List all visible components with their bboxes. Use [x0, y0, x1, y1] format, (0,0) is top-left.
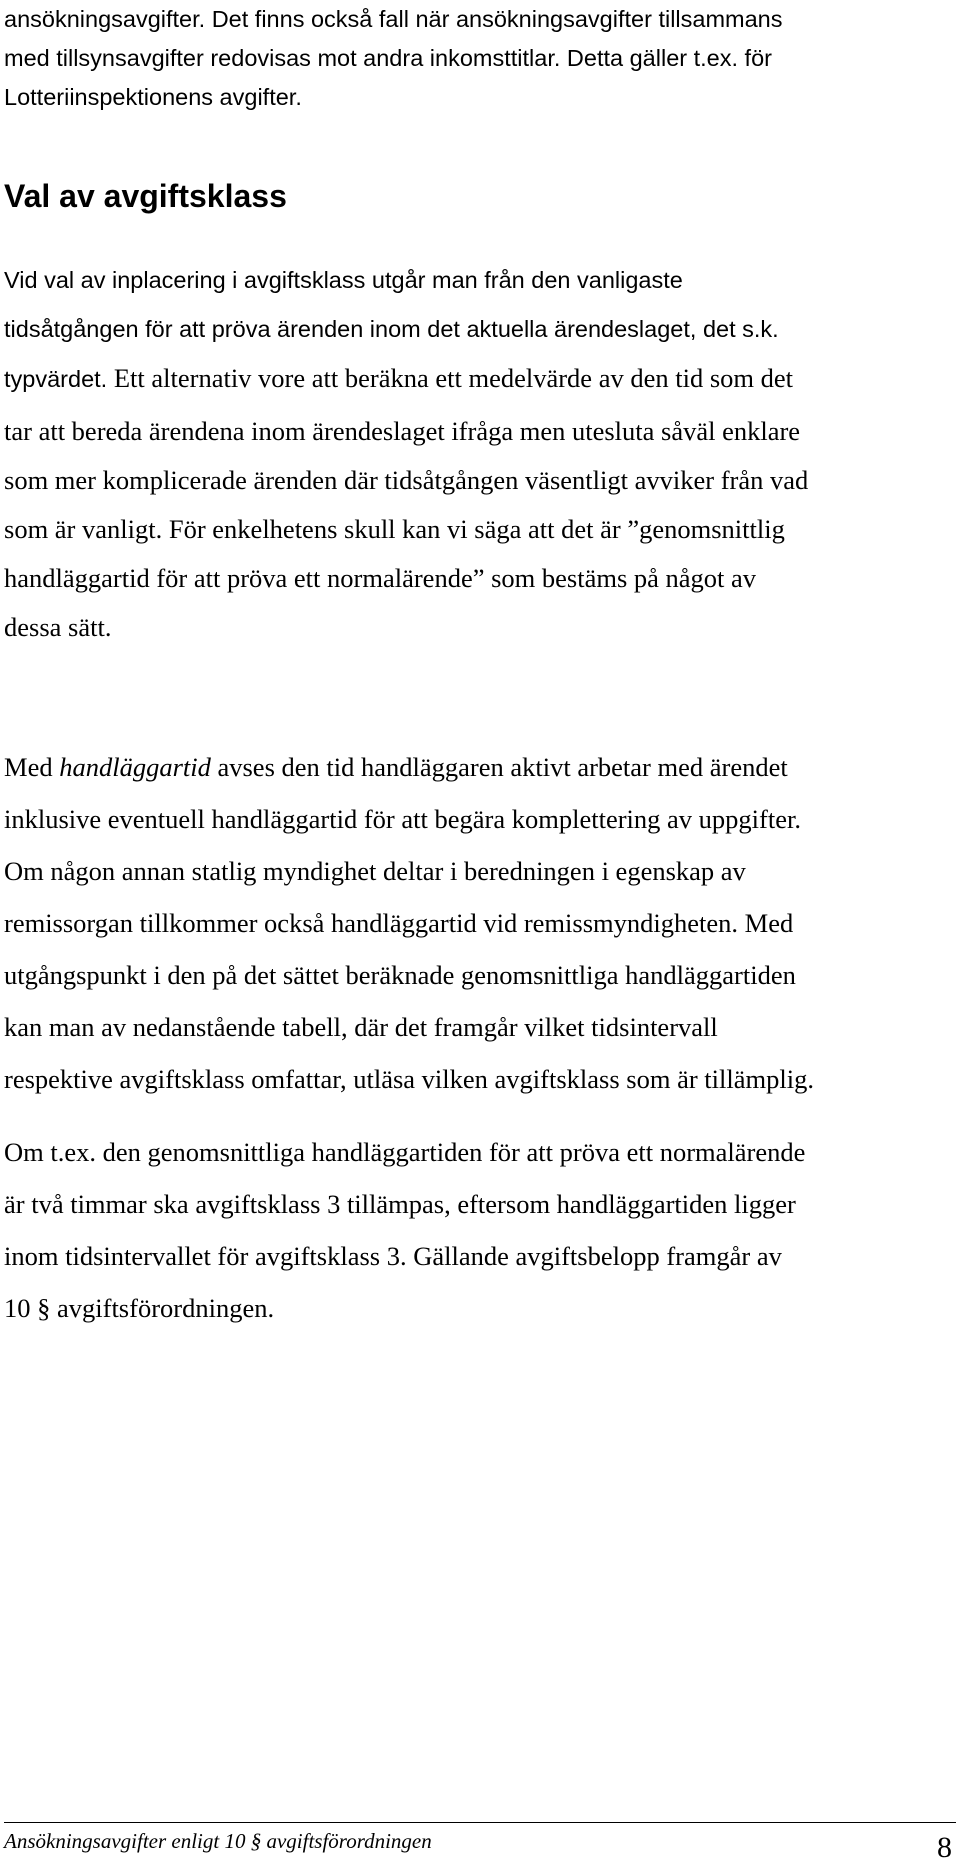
text-line: tar att bereda ärendena inom ärendeslaget ifråga men utesluta såväl enklare — [4, 416, 801, 446]
text-line: med tillsynsavgifter redovisas mot andra inkomsttitlar. Detta gäller t.ex. för — [4, 45, 772, 71]
footer-divider — [4, 1822, 956, 1823]
text-line: kan man av nedanstående tabell, där det framgår vilket tidsintervall — [4, 1012, 718, 1042]
text-line: Om t.ex. den genomsnittliga handläggartiden för att pröva ett normalärende — [4, 1137, 806, 1167]
text-line: tidsåtgången för att pröva ärenden inom det aktuella ärendeslaget, det s.k. — [4, 316, 779, 342]
text-line: Vid val av inplacering i avgiftsklass utgår man från den vanligaste — [4, 267, 683, 293]
page-number: 8 — [937, 1831, 952, 1864]
text-line: handläggartid för att pröva ett normalärende” som bestäms på något av — [4, 563, 757, 593]
text-line: 10 § avgiftsförordningen. — [4, 1293, 275, 1323]
top-paragraph — [4, 0, 956, 117]
text-fragment: typvärdet. — [4, 366, 108, 392]
text-line: inom tidsintervallet för avgiftsklass 3. Gällande avgiftsbelopp framgår av — [4, 1241, 782, 1271]
text-line: dessa sätt. — [4, 612, 112, 642]
text-line: Om någon annan statlig myndighet deltar i beredningen i egenskap av — [4, 856, 746, 886]
text-line — [4, 354, 956, 407]
text-line: som mer komplicerade ärenden där tidsåtgången väsentligt avviker från vad — [4, 465, 809, 495]
text-line: remissorgan tillkommer också handläggartid vid remissmyndigheten. Med — [4, 908, 794, 938]
text-fragment: Med — [4, 752, 60, 782]
text-line: som är vanligt. För enkelhetens skull kan vi säga att det är ”genomsnittlig — [4, 514, 785, 544]
text-line — [4, 741, 956, 793]
paragraph-typical-value — [4, 256, 956, 652]
footer-running-title: Ansökningsavgifter enligt 10 § avgiftsförordningen — [4, 1829, 432, 1853]
text-fragment: Ett alternativ vore att beräkna ett medelvärde av den tid som det — [107, 363, 793, 393]
emphasized-term: handläggartid — [59, 752, 211, 782]
text-line: Lotteriinspektionens avgifter. — [4, 84, 302, 110]
paragraph-example — [4, 1126, 956, 1334]
text-line: inklusive eventuell handläggartid för att begära komplettering av uppgifter. — [4, 804, 801, 834]
section-heading: Val av avgiftsklass — [4, 178, 287, 214]
text-line: utgångspunkt i den på det sättet beräknade genomsnittliga handläggartiden — [4, 960, 796, 990]
text-fragment: avses den tid handläggaren aktivt arbetar med ärendet — [210, 752, 788, 782]
text-line: respektive avgiftsklass omfattar, utläsa vilken avgiftsklass som är tillämplig. — [4, 1064, 814, 1094]
text-line: är två timmar ska avgiftsklass 3 tillämpas, eftersom handläggartiden ligger — [4, 1189, 796, 1219]
paragraph-handling-time — [4, 741, 956, 1105]
text-line: ansökningsavgifter. Det finns också fall när ansökningsavgifter tillsammans — [4, 6, 783, 32]
